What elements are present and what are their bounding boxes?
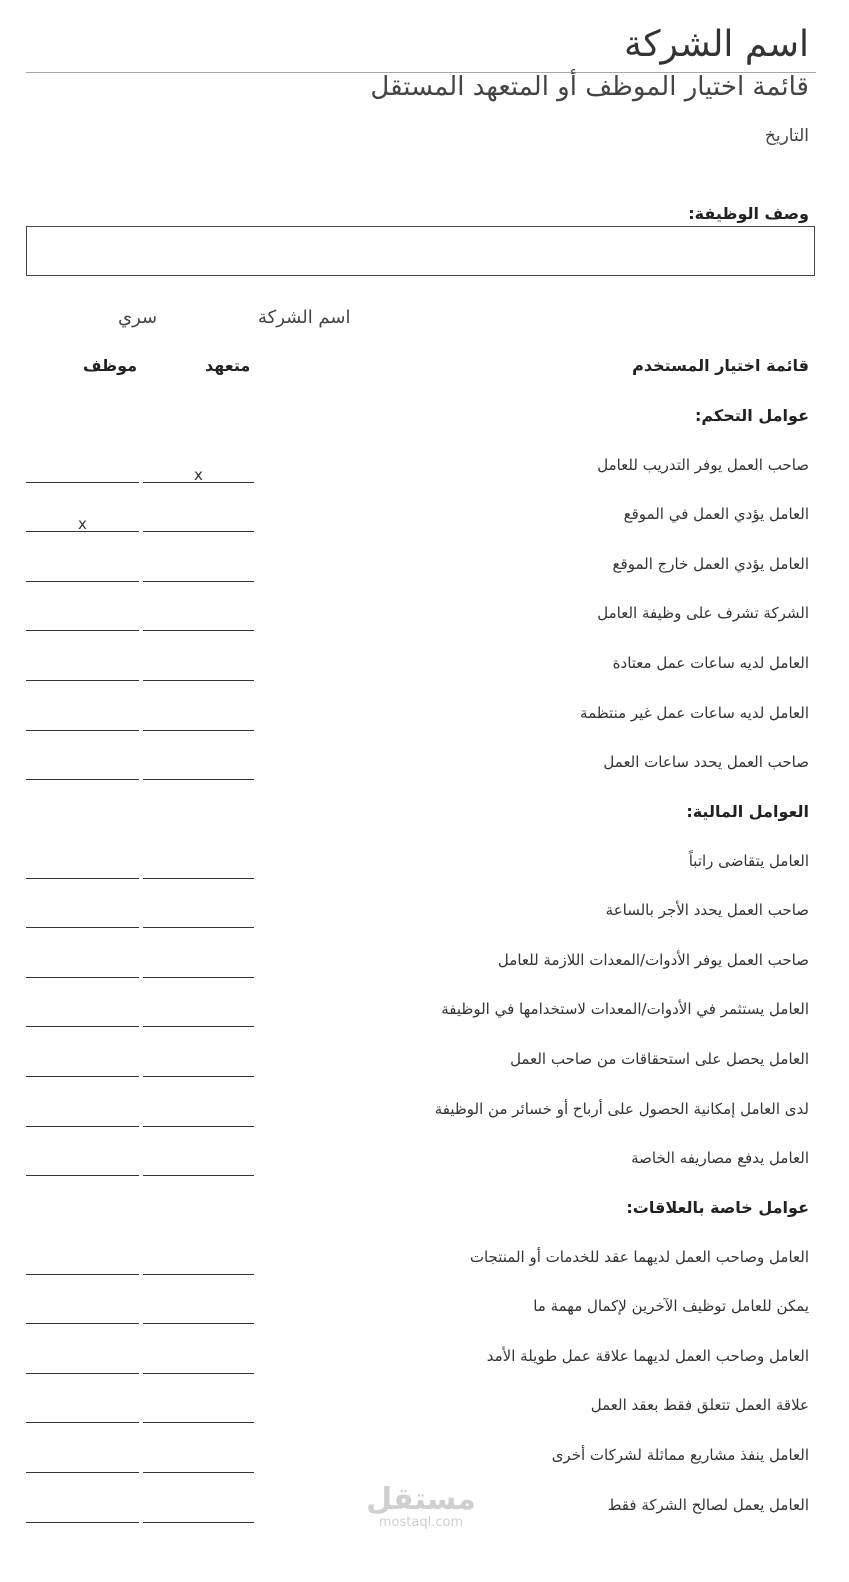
checklist-item-label: العامل يؤدي العمل خارج الموقع [612, 555, 809, 573]
contractor-answer-field[interactable] [143, 865, 254, 879]
checklist-item-label: العامل يحصل على استحقاقات من صاحب العمل [510, 1050, 809, 1068]
section-title: عوامل خاصة بالعلاقات: [626, 1198, 809, 1217]
watermark-latin: mostaql.com [378, 1515, 464, 1530]
contractor-answer-field[interactable] [143, 617, 254, 631]
contractor-answer-field[interactable] [143, 518, 254, 532]
contractor-answer-field[interactable] [143, 1113, 254, 1127]
contractor-answer-field[interactable] [143, 1063, 254, 1077]
employee-answer-field[interactable] [26, 766, 139, 780]
checklist-item-label: العامل يعمل لصالح الشركة فقط [607, 1496, 809, 1514]
checklist-row [0, 456, 849, 482]
contractor-answer-field[interactable] [143, 1013, 254, 1027]
employee-answer-field[interactable] [26, 865, 139, 879]
checklist-item-label: صاحب العمل يحدد ساعات العمل [603, 753, 809, 771]
checklist-item-label: علاقة العمل تتعلق فقط بعقد العمل [590, 1396, 809, 1414]
form-title: قائمة اختيار الموظف أو المتعهد المستقل [370, 72, 809, 102]
contractor-answer-field[interactable] [143, 1162, 254, 1176]
checklist-row [0, 1050, 849, 1076]
checklist-row [0, 604, 849, 630]
employee-answer-field[interactable] [26, 1162, 139, 1176]
employee-column-header: موظف [83, 356, 138, 375]
checklist-row [0, 852, 849, 878]
section-title: العوامل المالية: [686, 802, 809, 821]
checklist-row [0, 1446, 849, 1472]
checklist-item-label: العامل يدفع مصاريفه الخاصة [631, 1149, 809, 1167]
contractor-answer-field[interactable] [143, 914, 254, 928]
employee-answer-field[interactable] [26, 964, 139, 978]
employee-answer-field[interactable] [26, 617, 139, 631]
contractor-answer-field[interactable] [143, 667, 254, 681]
employee-answer-field[interactable] [26, 1310, 139, 1324]
job-description-label: وصف الوظيفة: [688, 204, 809, 223]
contractor-answer-field[interactable] [143, 1409, 254, 1423]
employee-answer-field[interactable] [26, 1261, 139, 1275]
employee-answer-field[interactable] [26, 568, 139, 582]
company-name-title: اسم الشركة [624, 24, 809, 65]
employee-answer-field[interactable] [26, 469, 139, 483]
contractor-answer-field[interactable] [143, 1509, 254, 1523]
employee-answer-field[interactable] [26, 1509, 139, 1523]
contractor-answer-field[interactable] [143, 1360, 254, 1374]
employee-answer-field[interactable]: x [26, 518, 139, 532]
checklist-item-label: يمكن للعامل توظيف الآخرين لإكمال مهمة ما [533, 1297, 809, 1315]
contractor-answer-field[interactable] [143, 568, 254, 582]
employee-answer-field[interactable] [26, 667, 139, 681]
contractor-answer-field[interactable] [143, 766, 254, 780]
checklist-item-label: العامل وصاحب العمل لديهما علاقة عمل طويلة الأمد [486, 1347, 809, 1365]
checklist-row [0, 901, 849, 927]
checklist-item-label: لدى العامل إمكانية الحصول على أرباح أو خسائر من الوظيفة [434, 1100, 809, 1118]
checklist-row [0, 1149, 849, 1175]
checklist-row [0, 704, 849, 730]
contractor-answer-field[interactable] [143, 1261, 254, 1275]
checklist-row [0, 753, 849, 779]
employee-answer-field[interactable] [26, 717, 139, 731]
employee-answer-field[interactable] [26, 1360, 139, 1374]
job-description-field[interactable] [26, 226, 815, 276]
checklist-item-label: الشركة تشرف على وظيفة العامل [597, 604, 809, 622]
employee-answer-field[interactable] [26, 1113, 139, 1127]
employee-answer-field[interactable] [26, 1459, 139, 1473]
checklist-header: قائمة اختيار المستخدم [632, 356, 809, 375]
checklist-item-label: صاحب العمل يوفر الأدوات/المعدات اللازمة للعامل [497, 951, 809, 969]
checklist-row [0, 1297, 849, 1323]
checklist-item-label: العامل لديه ساعات عمل معتادة [612, 654, 809, 672]
checklist-item-label: صاحب العمل يحدد الأجر بالساعة [605, 901, 809, 919]
checklist-item-label: العامل ينفذ مشاريع مماثلة لشركات أخرى [551, 1446, 809, 1464]
checklist-row [0, 654, 849, 680]
checklist-item-label: العامل وصاحب العمل لديهما عقد للخدمات أو المنتجات [469, 1248, 809, 1266]
contractor-column-header: متعهد [205, 356, 251, 375]
checklist-item-label: صاحب العمل يوفر التدريب للعامل [597, 456, 809, 474]
contractor-answer-field[interactable] [143, 1310, 254, 1324]
watermark-arabic: مستقل [366, 1482, 476, 1517]
checklist-item-label: العامل يؤدي العمل في الموقع [623, 505, 809, 523]
checklist-row [0, 1000, 849, 1026]
employee-answer-field[interactable] [26, 914, 139, 928]
contractor-answer-field[interactable] [143, 964, 254, 978]
contractor-answer-field[interactable]: x [143, 469, 254, 483]
meta-confidential: سري [118, 307, 158, 328]
checklist-row [0, 951, 849, 977]
employee-answer-field[interactable] [26, 1063, 139, 1077]
checklist-row [0, 555, 849, 581]
checklist-item-label: العامل لديه ساعات عمل غير منتظمة [580, 704, 809, 722]
checklist-row [0, 1248, 849, 1274]
checklist-item-label: العامل يستثمر في الأدوات/المعدات لاستخدامها في الوظيفة [441, 1000, 809, 1018]
contractor-answer-field[interactable] [143, 1459, 254, 1473]
contractor-answer-field[interactable] [143, 717, 254, 731]
checklist-row [0, 505, 849, 531]
meta-company-name: اسم الشركة [258, 307, 351, 328]
checklist-row [0, 1396, 849, 1422]
checklist-row [0, 1347, 849, 1373]
employee-answer-field[interactable] [26, 1013, 139, 1027]
watermark-logo [366, 1484, 476, 1530]
checklist-row [0, 1100, 849, 1126]
date-label[interactable]: التاريخ [764, 126, 809, 146]
employee-answer-field[interactable] [26, 1409, 139, 1423]
section-title: عوامل التحكم: [694, 406, 809, 425]
checklist-item-label: العامل يتقاضى راتباً [688, 852, 809, 870]
